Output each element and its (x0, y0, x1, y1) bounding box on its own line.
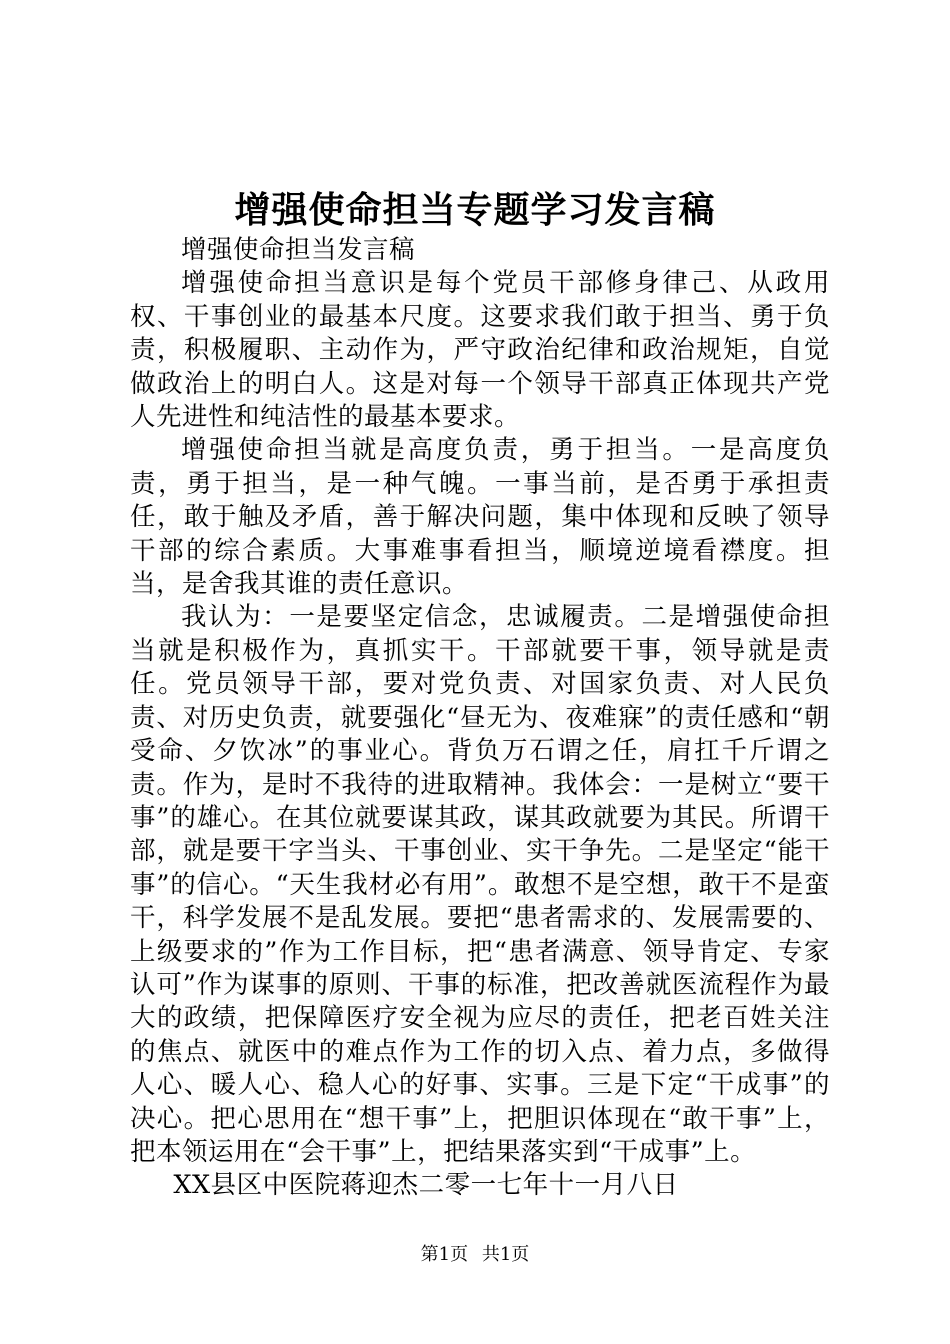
total-pages: 共1页 (481, 1244, 530, 1265)
page-footer (0, 1243, 950, 1267)
document-title: 增强使命担当专题学习发言稿 (234, 189, 716, 231)
document-subtitle: 增强使命担当发言稿 (181, 235, 416, 265)
signature-line: XX县区中医院蒋迎杰二零一七年十一月八日 (173, 1170, 679, 1201)
document-body (130, 234, 830, 1203)
paragraph-1: 增强使命担当意识是每个党员干部修身律己、从政用权、干事创业的最基本尺度。这要求我们敢于担当、勇于负责，积极履职、主动作为，严守政治纪律和政治规矩，自觉做政治上的明白人。这是对每一个领导干部真正体现共产党人先进性和纯洁性的最基本要求。 (130, 268, 830, 433)
page-number: 第1页 (420, 1244, 469, 1265)
paragraph-2: 增强使命担当就是高度负责，勇于担当。一是高度负责，勇于担当，是一种气魄。一事当前，是否勇于承担责任，敢于触及矛盾，善于解决问题，集中体现和反映了领导干部的综合素质。大事难事看担当，顺境逆境看襟度。担当，是舍我其谁的责任意识。 (130, 435, 830, 600)
paragraph-3: 我认为：一是要坚定信念，忠诚履责。二是增强使命担当就是积极作为，真抓实干。干部就要干事，领导就是责任。党员领导干部，要对党负责、对国家负责、对人民负责、对历史负责，就要强化“昼无为、夜难寐”的责任感和“朝受命、夕饮冰”的事业心。背负万石谓之任，肩扛千斤谓之责。作为，是时不我待的进取精神。我体会：一是树立“要干事”的雄心。在其位就要谋其政，谋其政就要为其民。所谓干部，就是要干字当头、干事创业、实干争先。二是坚定“能干事”的信心。“天生我材必有用”。敢想不是空想，敢干不是蛮干，科学发展不是乱发展。要把“患者需求的、发展需要的、上级要求的”作为工作目标，把“患者满意、领导肯定、专家认可”作为谋事的原则、干事的标准，把改善就医流程作为最大的政绩，把保障医疗安全视为应尽的责任，把老百姓关注的焦点、就医中的难点作为工作的切入点、着力点，多做得人心、暖人心、稳人心的好事、实事。三是下定“干成事”的决心。把心思用在“想干事”上，把胆识体现在“敢干事”上，把本领运用在“会干事”上，把结果落实到“干成事”上。 (130, 602, 830, 1167)
